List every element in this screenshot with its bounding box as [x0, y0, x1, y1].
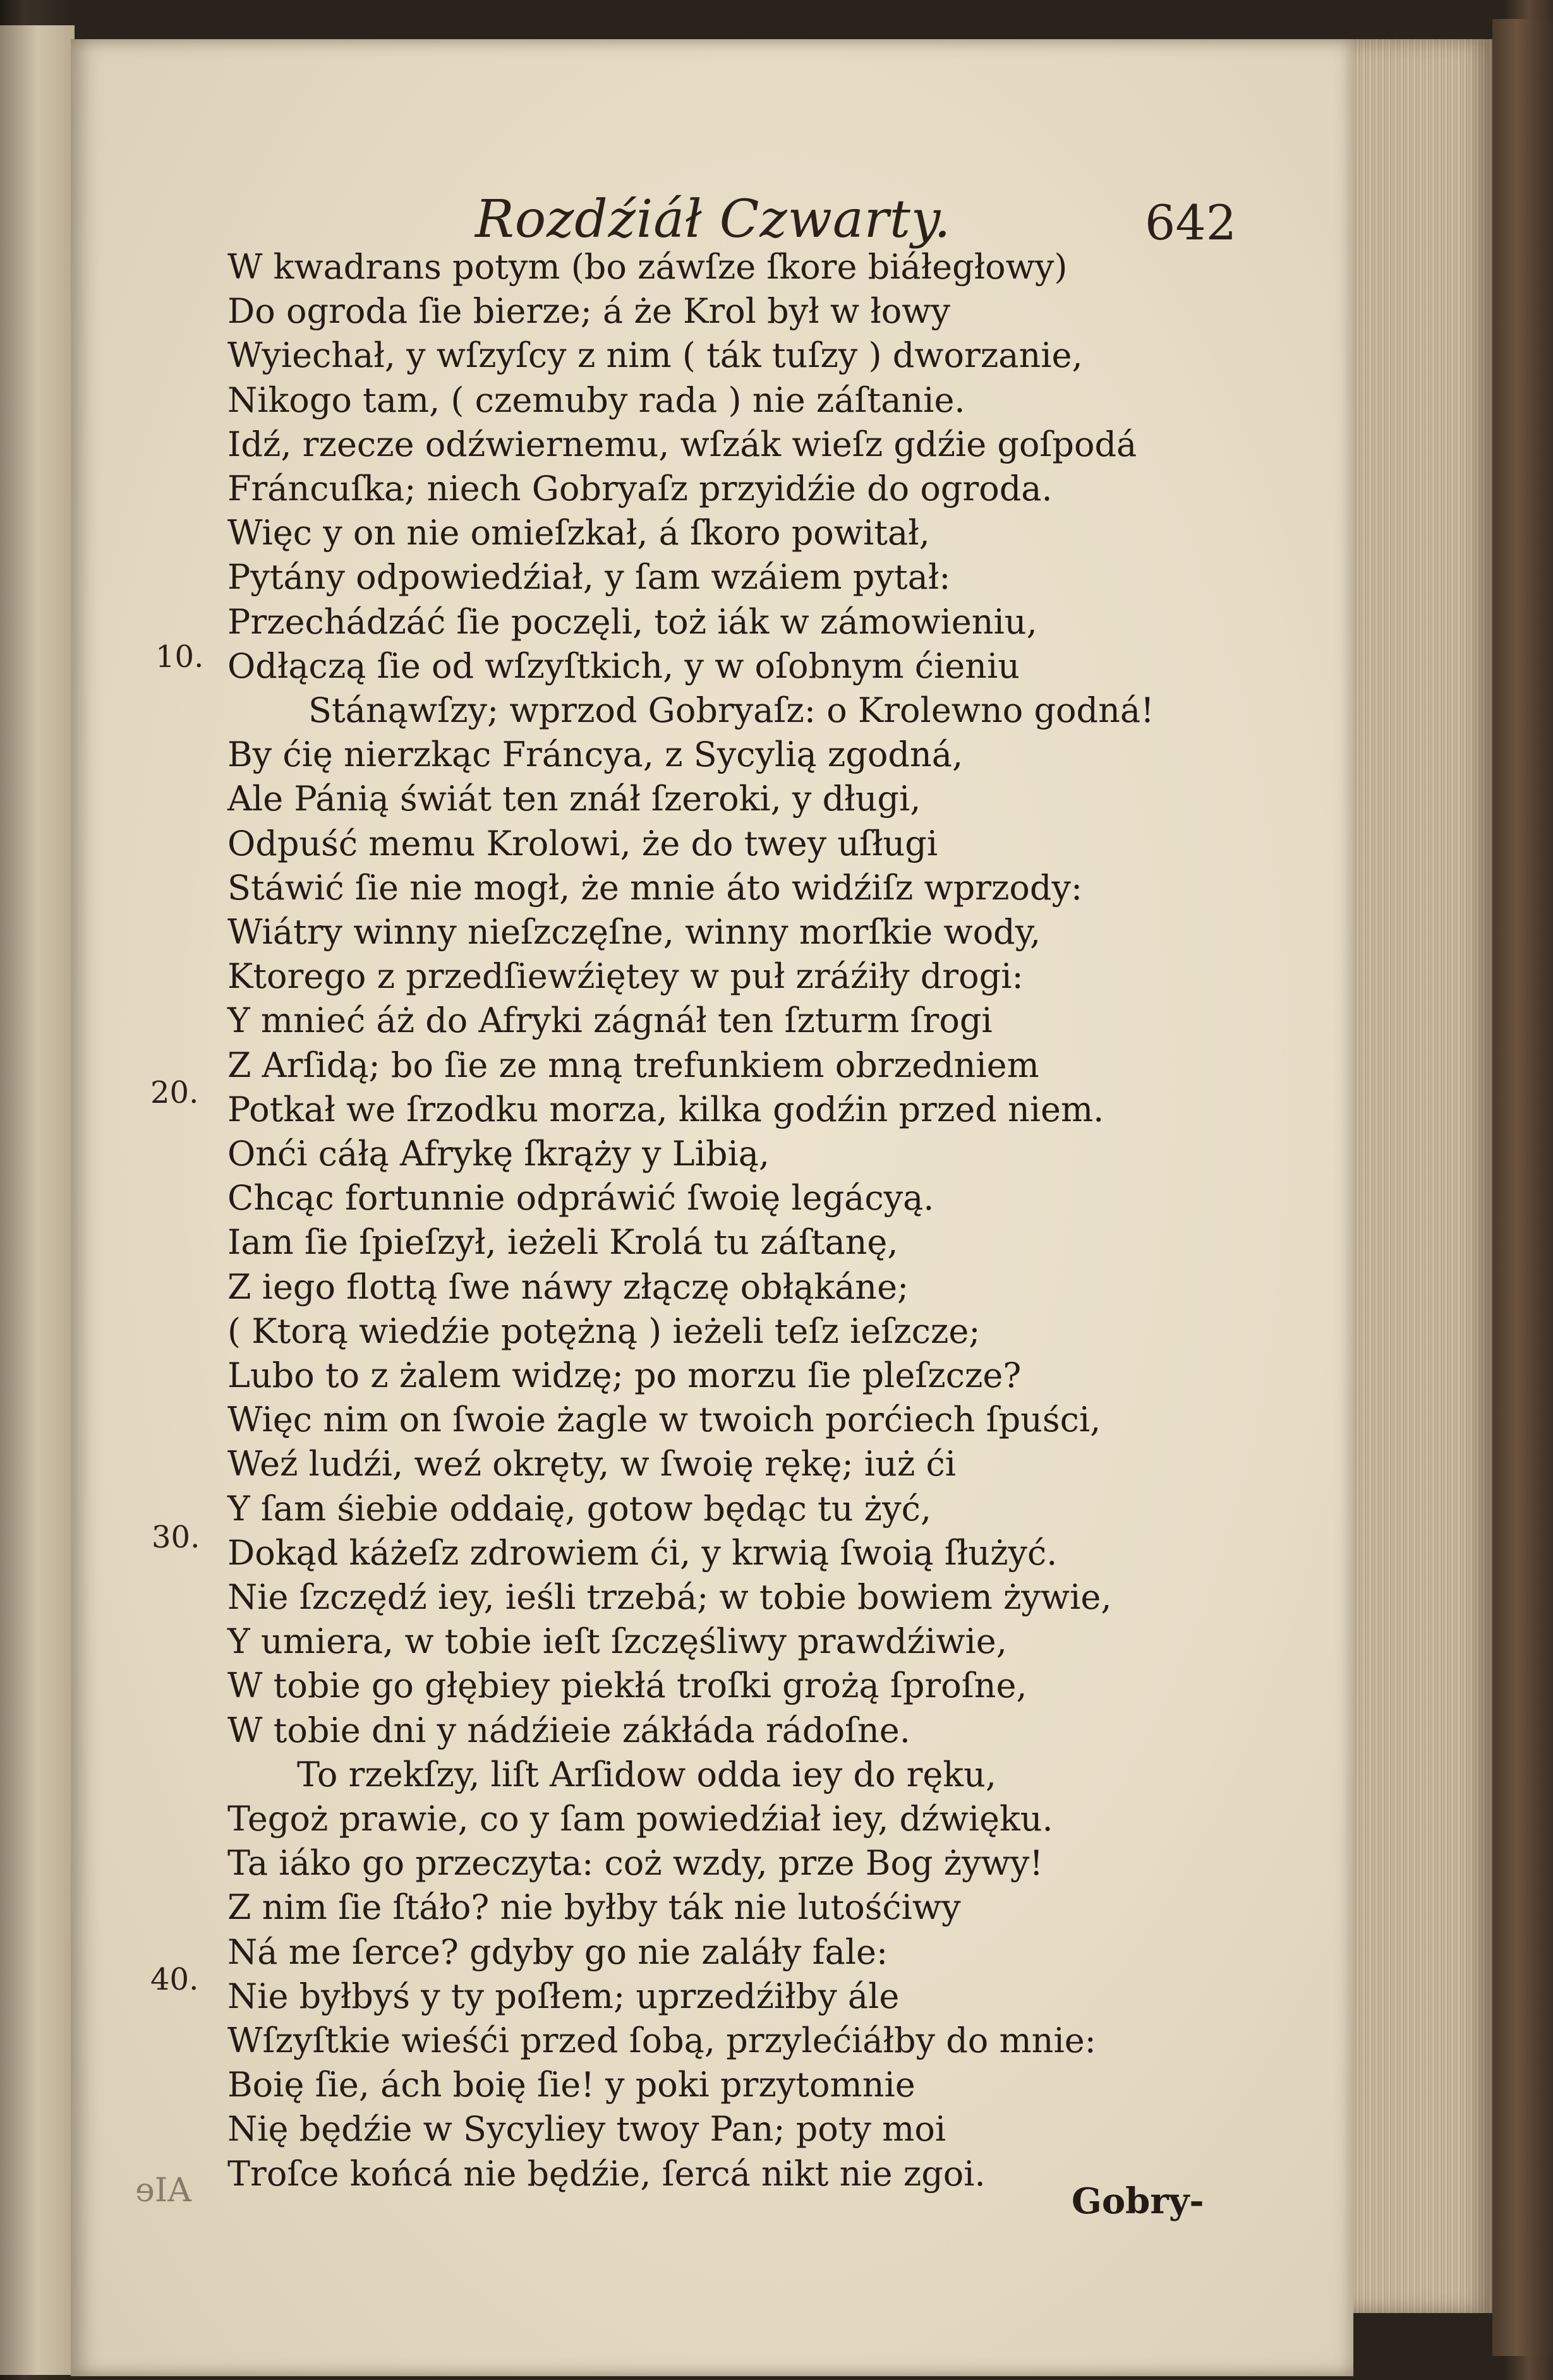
verse-line: Więc y on nie omieſzkał, á ſkoro powitał, [227, 513, 930, 553]
verse-line: Do ogroda ſie bierze; á że Krol był w łowy [227, 291, 950, 331]
verse-line: Stáwić ſie nie mogł, że mnie áto widźiſz wprzody: [227, 868, 1083, 908]
book-cover-edge [1492, 19, 1553, 2356]
verse-line: Y mnieć áż do Afryki zágnáł ten ſzturm ſrogi [227, 1001, 993, 1040]
verse-line: Fráncuſka; niech Gobryaſz przyidźie do ogroda. [227, 469, 1053, 508]
verse-line: Onći cáłą Afrykę ſkrąży y Libią, [227, 1134, 770, 1174]
verse-line: Nikogo tam, ( czemuby rada ) nie záſtanie. [227, 380, 965, 420]
page-stack-edge [1353, 39, 1492, 2313]
verse-line: Odpuść memu Krolowi, że do twey uſługi [227, 824, 938, 863]
page-number: 642 [1145, 195, 1237, 251]
verse-line: W tobie dni y nádźieie zákłáda rádoſne. [227, 1710, 910, 1750]
verse-line: Potkał we ſrzodku morza, kilka godźin przed niem. [227, 1090, 1104, 1129]
verse-line: ( Ktorą wiedźie potężną ) ieżeli teſz ieſzcze; [227, 1311, 981, 1351]
running-title: Rozdźiáł Czwarty. [475, 189, 952, 249]
verse-line: Wyiechał, y wſzyſcy z nim ( ták tuſzy ) dworzanie, [227, 335, 1083, 375]
verse-line: Wiátry winny nieſzczęſne, winny morſkie wody, [227, 912, 1041, 952]
verse-line: Z iego flottą ſwe náwy złączę obłąkáne; [227, 1267, 909, 1307]
verse-line: Chcąc fortunnie odpráwić ſwoię legácyą. [227, 1178, 934, 1218]
verse-line: Y ſam śiebie oddaię, gotow będąc tu żyć, [227, 1489, 932, 1529]
verse-line: Pytány odpowiedźiał, y ſam wzáiem pytał: [227, 557, 951, 597]
verse-line: Dokąd káżeſz zdrowiem ći, y krwią ſwoią ſłużyć. [227, 1533, 1058, 1573]
previous-page-edge [0, 25, 75, 2375]
catchword: Gobry- [1072, 2180, 1204, 2222]
bleed-through-text: ɘIA [135, 2172, 191, 2209]
verse-line: Nię będźie w Sycyliey twoy Pan; poty moi [227, 2109, 946, 2149]
verse-line: Ale Pánią świát ten znáł ſzeroki, y długi, [227, 779, 921, 819]
verse-line: Nie ſzczędź iey, ieśli trzebá; w tobie bowiem żywie, [227, 1577, 1112, 1617]
verse-line: Stánąwſzy; wprzod Gobryaſz: o Krolewno godná! [308, 690, 1154, 730]
verse-line: W tobie go głębiey piekłá troſki grożą ſproſne, [227, 1666, 1027, 1705]
verse-line: Y umiera, w tobie ieſt ſzczęśliwy prawdźiwie, [227, 1621, 1007, 1661]
verse-line: Ta iáko go przeczyta: coż wzdy, prze Bog żywy! [227, 1843, 1044, 1883]
verse-line: Ktorego z przedſiewźiętey w puł zráźiły drogi: [227, 956, 1024, 996]
verse-line: W kwadrans potym (bo záwſze ſkore biáłegłowy) [227, 247, 1068, 287]
verse-line: Iam ſie ſpieſzył, ieżeli Krolá tu záſtanę, [227, 1222, 898, 1262]
verse-line: Lubo to z żalem widzę; po morzu ſie pleſzcze? [227, 1355, 1022, 1395]
verse-line: To rzekſzy, liſt Arſidow odda iey do ręku, [297, 1755, 997, 1794]
line-number-10: 10. [155, 639, 204, 675]
line-number-20: 20. [150, 1075, 199, 1110]
verse-line: Przechádzáć ſie poczęli, toż iák w zámowieniu, [227, 602, 1037, 642]
verse-line: Tegoż prawie, co y ſam powiedźiał iey, dźwięku. [227, 1799, 1053, 1839]
verse-line: Nie byłbyś y ty poſłem; uprzedźiłby ále [227, 1976, 900, 2016]
verse-line: Weź ludźi, weź okręty, w ſwoię rękę; iuż ći [227, 1444, 956, 1484]
verse-line: Ná me ſerce? gdyby go nie zaláły fale: [227, 1932, 888, 1972]
verse-line: Więc nim on ſwoie żagle w twoich porćiech ſpuści, [227, 1400, 1101, 1439]
verse-line: Idź, rzecze odźwiernemu, wſzák wieſz gdźie goſpodá [227, 424, 1137, 464]
verse-line: Boię ſie, ách boię ſie! y poki przytomnie [227, 2065, 915, 2105]
verse-line: By ćię nierzkąc Fráncya, z Sycylią zgodná, [227, 735, 964, 774]
line-number-40: 40. [150, 1962, 199, 1997]
verse-line: Troſce końcá nie będźie, ſercá nikt nie zgoi. [227, 2154, 986, 2194]
verse-line: Z nim ſie ſtáło? nie byłby ták nie lutośćiwy [227, 1887, 961, 1927]
verse-line: Wſzyſtkie wieśći przed ſobą, przylećiáłby do mnie: [227, 2021, 1096, 2060]
verse-line: Z Arſidą; bo ſie ze mną trefunkiem obrzedniem [227, 1045, 1039, 1085]
verse-line: Odłączą ſie od wſzyſtkich, y w oſobnym ćieniu [227, 646, 1020, 686]
line-number-30: 30. [152, 1520, 200, 1555]
